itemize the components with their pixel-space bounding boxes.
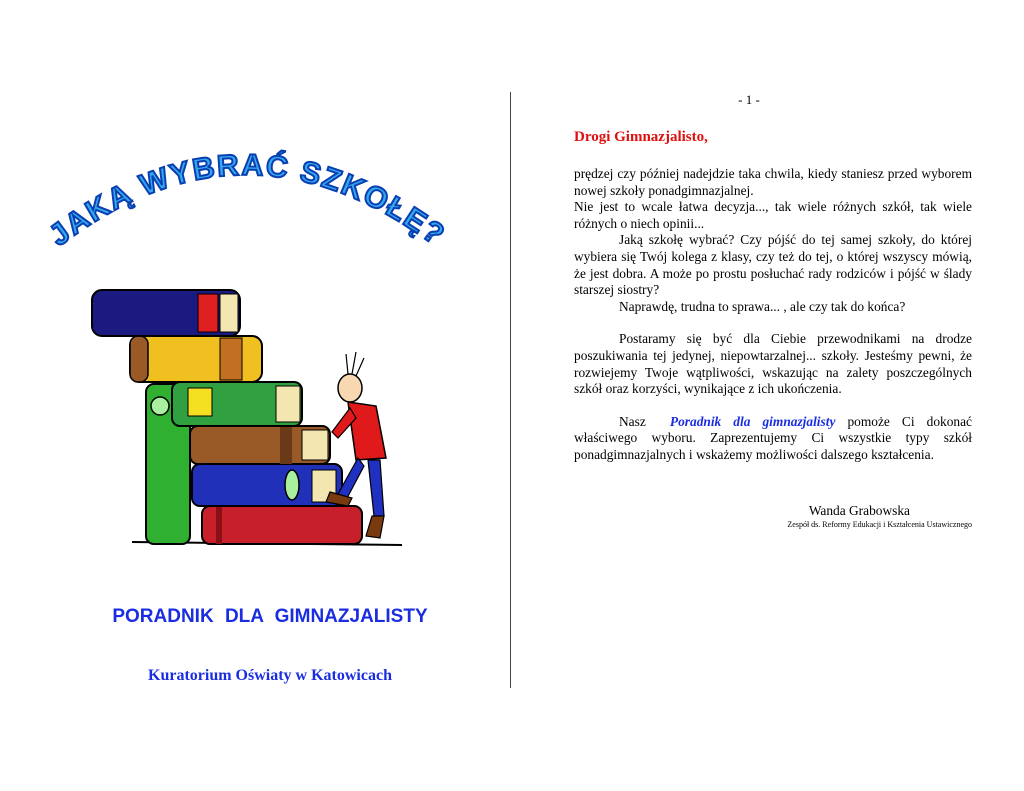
paragraph-1: prędzej czy później nadejdzie taka chwila, kiedy staniesz przed wyborem nowej szkoły ponadgimnazjalnej. [574,166,972,198]
paragraph-2: Nie jest to wcale łatwa decyzja..., tak wiele różnych szkół, tak wiele różnych o niech opinii... [574,199,972,231]
book-green [172,382,302,426]
paragraph-6-rest: pomoże Ci dokonać właściwego wyboru. Zaprezentujemy Ci wszystkie typy szkół ponadgimnazjalnych i wskażemy możliwości dalszego kształcenia. [574,413,973,462]
book-yellow [130,336,262,382]
guide-title: Poradnik dla gimnazjalisty [669,413,836,429]
paragraph-6 [574,414,972,464]
books-illustration [80,280,420,560]
cover-publisher: Kuratorium Oświaty w Katowicach [148,667,392,684]
cover-page [0,0,510,791]
page-number: - 1 - [738,92,760,107]
signature-affiliation: Zespół ds. Reformy Edukacji i Kształcenia Ustawicznego [787,520,972,529]
book-blue [192,464,342,506]
page-divider [510,92,511,688]
greeting: Drogi Gimnazjalisto, [574,129,708,145]
paragraph-6-lead: Nasz [619,413,670,429]
letter-body [574,166,972,464]
arc-title-text: JAKĄ WYBRAĆ SZKOŁĘ? [43,148,452,253]
paragraph-4: Naprawdę, trudna to sprawa... , ale czy tak do końca? [619,298,906,314]
signature: Wanda Grabowska [808,503,910,518]
book-brown [190,426,330,464]
paragraph-3: Jaką szkołę wybrać? Czy pójść do tej samej szkoły, do której wybiera się Twój kolega z klasy, czy też do tej, o której wszyscy mówią, że jest dobra. A może po prostu posłuchać rady rodziców i pójść w ślady starszej siostry? [574,232,972,298]
book-red [202,506,362,544]
paragraph-5: Postaramy się być dla Ciebie przewodnikami na drodze poszukiwania tej jedynej, niepowtarzalnej... szkoły. Jesteśmy pewni, że rozwiejemy Twoje wątpliwości, wskazując na zalety poszczególnych szkół oraz korzyści, wynikające z ich ukończenia. [574,331,972,397]
cover-title: PORADNIK DLA GIMNAZJALISTY [112,606,428,627]
book-navy [92,290,240,336]
letter-page [574,0,972,791]
